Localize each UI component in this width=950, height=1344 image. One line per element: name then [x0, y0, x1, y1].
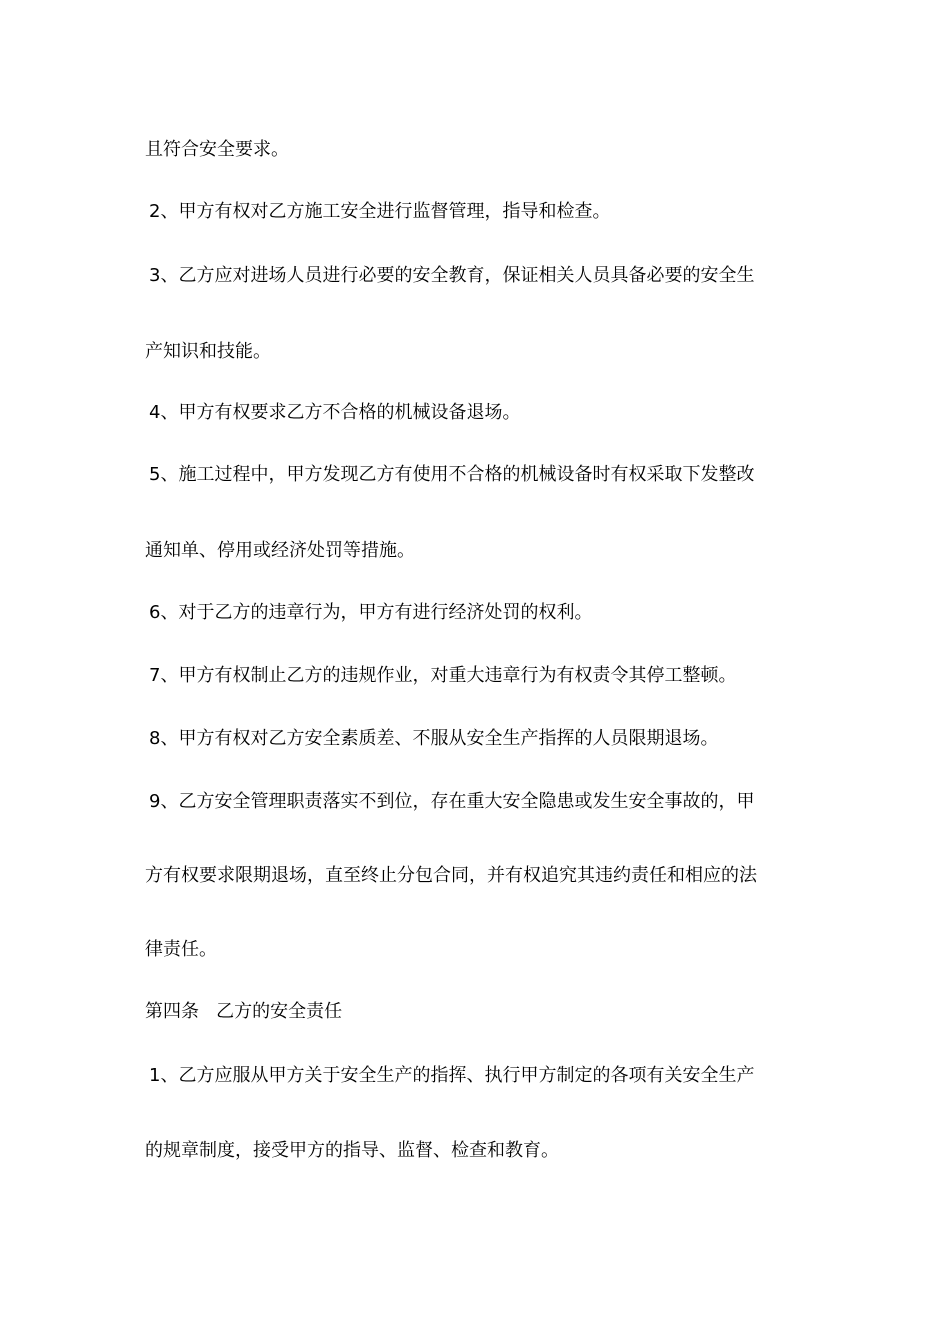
clause-item-7: 7、甲方有权制止乙方的违规作业，对重大违章行为有权责令其停工整顿。	[149, 665, 737, 686]
clause-item-3: 3、乙方应对进场人员进行必要的安全教育，保证相关人员具备必要的安全生	[149, 265, 755, 286]
clause-item-8: 8、甲方有权对乙方安全素质差、不服从安全生产指挥的人员限期退场。	[149, 728, 719, 749]
clause-item-9-continuation: 方有权要求限期退场，直至终止分包合同，并有权追究其违约责任和相应的法	[145, 865, 757, 886]
clause-item-6: 6、对于乙方的违章行为，甲方有进行经济处罚的权利。	[149, 602, 593, 623]
clause-item-4: 4、甲方有权要求乙方不合格的机械设备退场。	[149, 402, 521, 423]
clause-item-1-continuation: 的规章制度，接受甲方的指导、监督、检查和教育。	[145, 1140, 559, 1161]
clause-item-3-continuation: 产知识和技能。	[145, 341, 271, 362]
clause-item-9-continuation-2: 律责任。	[145, 939, 217, 960]
text-line-continuation: 且符合安全要求。	[145, 139, 289, 160]
clause-item-2: 2、甲方有权对乙方施工安全进行监督管理，指导和检查。	[149, 201, 611, 222]
section-heading-article-4: 第四条 乙方的安全责任	[145, 1001, 343, 1022]
clause-item-9: 9、乙方安全管理职责落实不到位，存在重大安全隐患或发生安全事故的，甲	[149, 791, 755, 812]
clause-item-5-continuation: 通知单、停用或经济处罚等措施。	[145, 540, 415, 561]
clause-item-1: 1、乙方应服从甲方关于安全生产的指挥、执行甲方制定的各项有关安全生产	[149, 1065, 755, 1086]
clause-item-5: 5、施工过程中，甲方发现乙方有使用不合格的机械设备时有权采取下发整改	[149, 464, 755, 485]
